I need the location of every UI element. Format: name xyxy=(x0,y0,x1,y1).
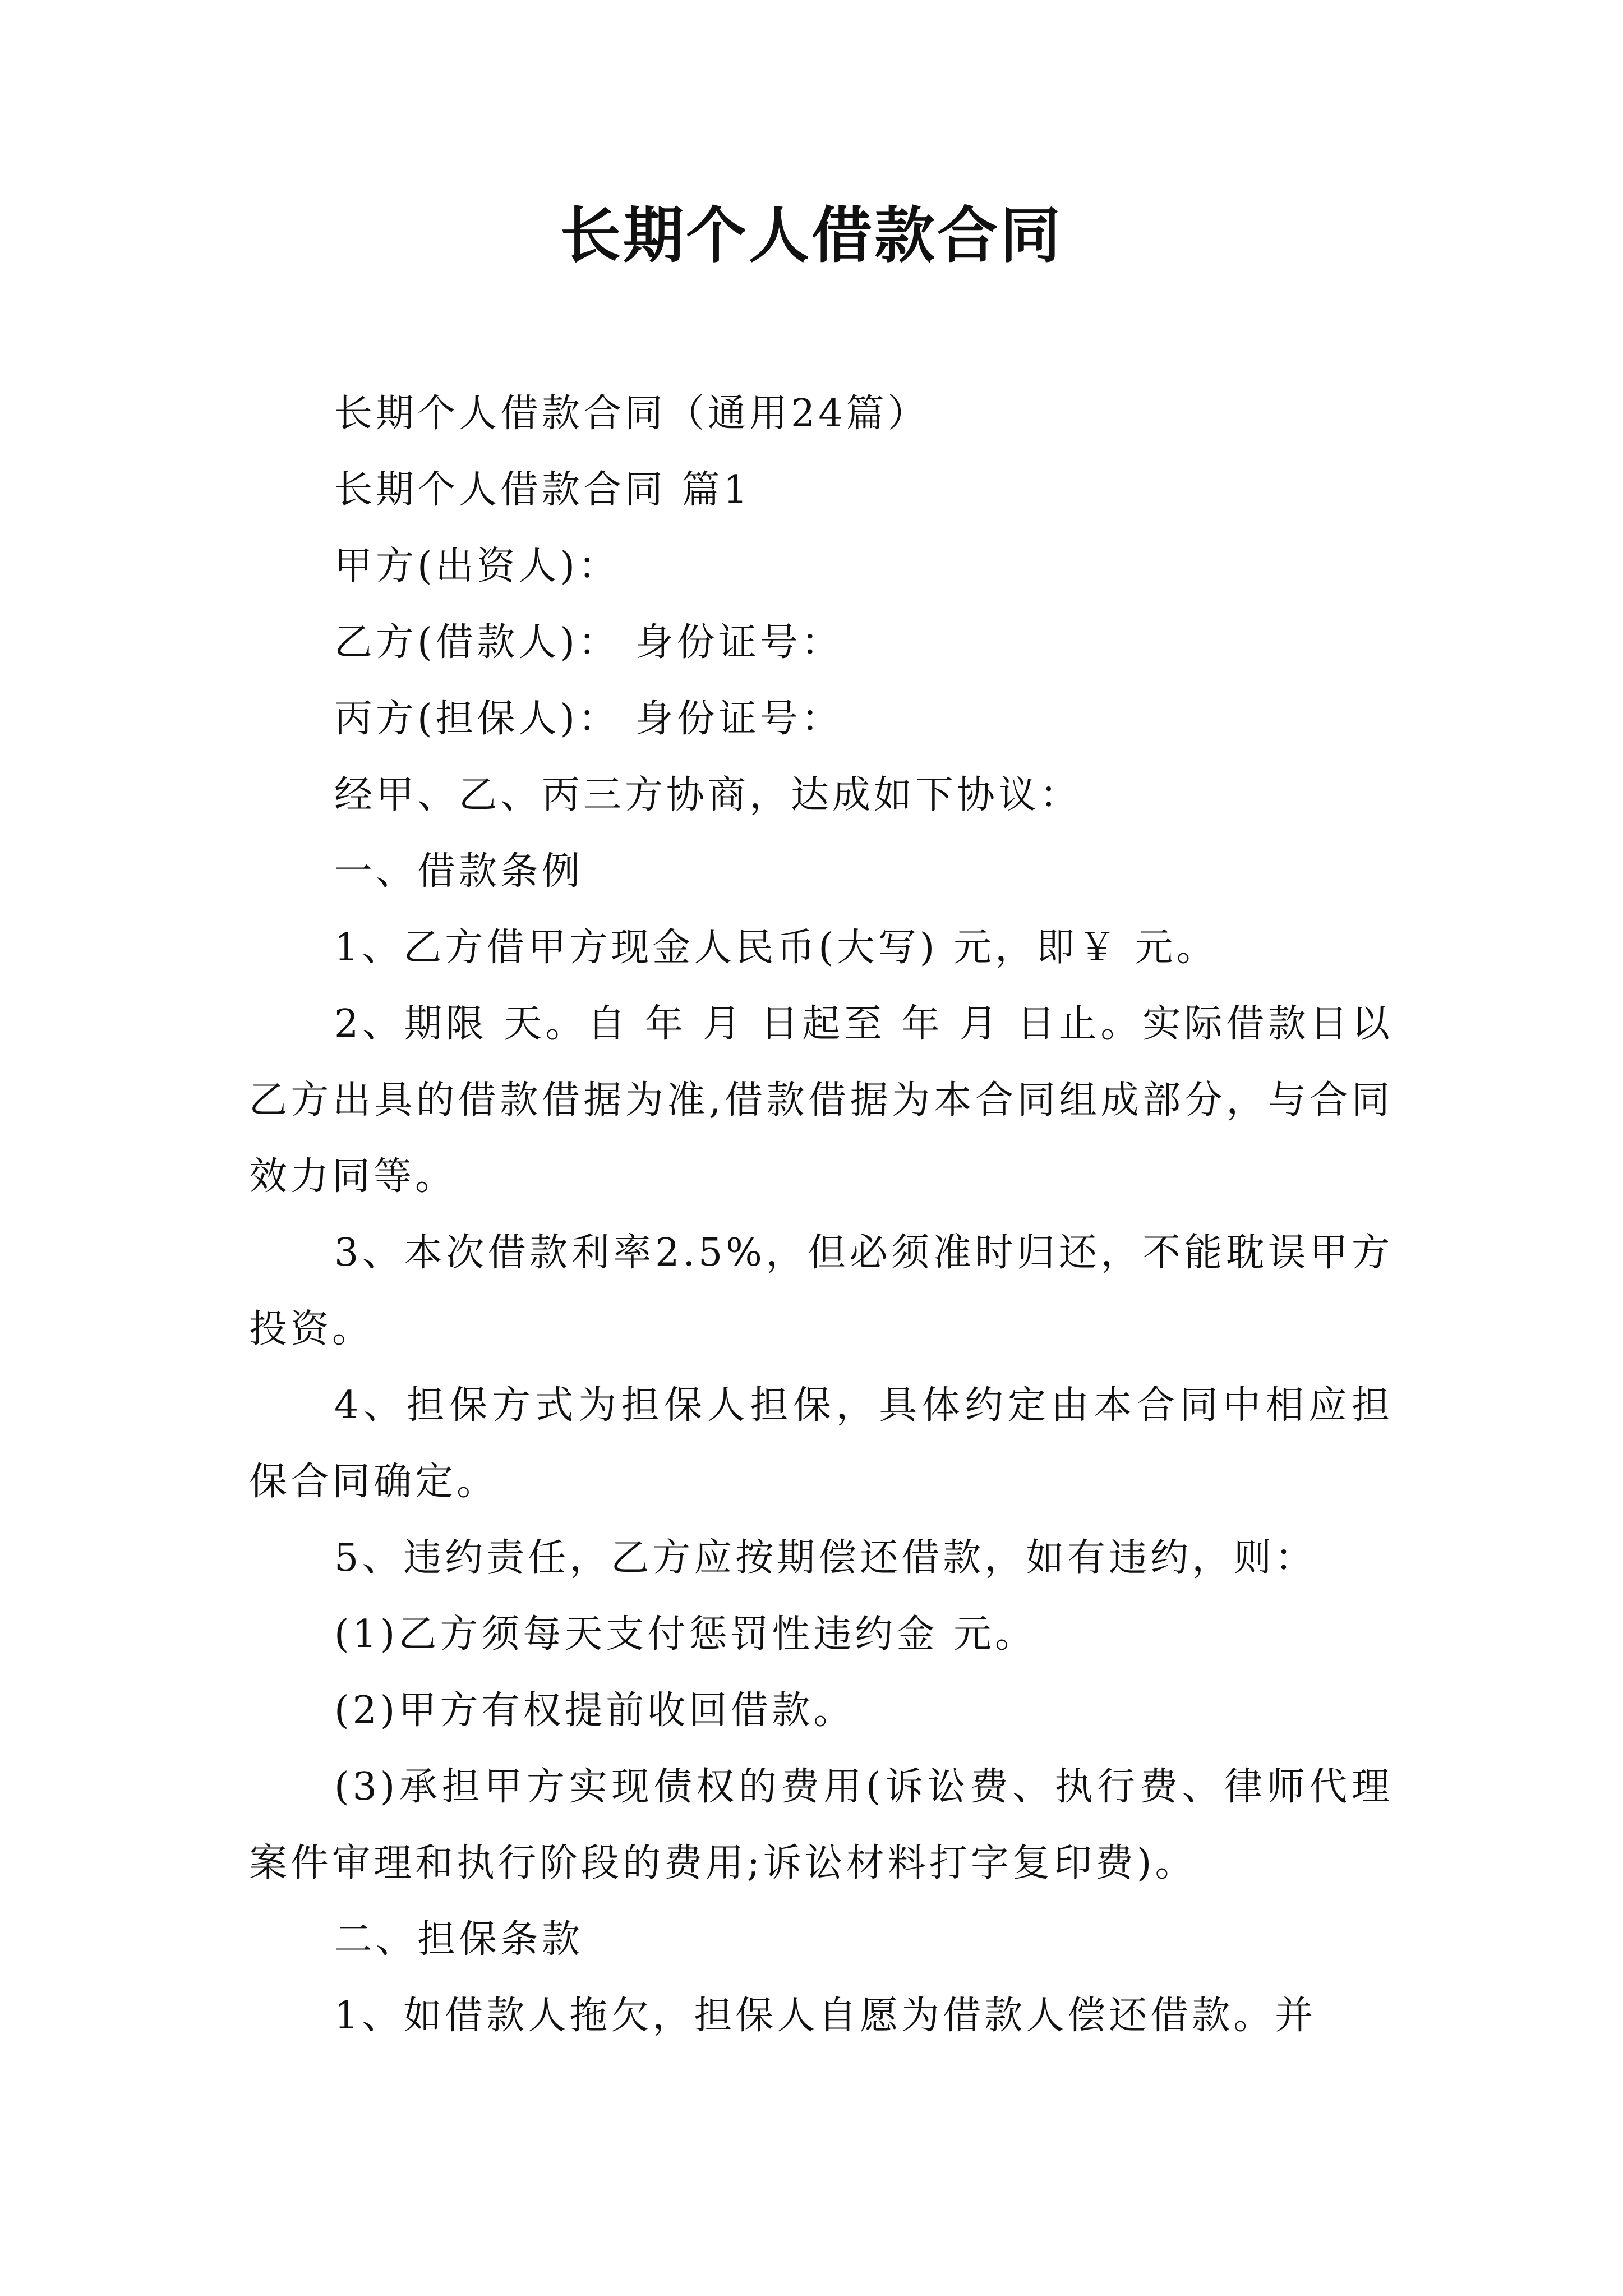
paragraph-loan-amount: 1、乙方借甲方现金人民币(大写) 元，即￥ 元。 xyxy=(334,926,1218,970)
paragraph-subtitle: 长期个人借款合同（通用24篇） xyxy=(334,392,929,436)
paragraph-section-heading: 长期个人借款合同 篇1 xyxy=(334,468,751,512)
paragraph-guarantor-obligation: 1、如借款人拖欠，担保人自愿为借款人偿还借款。并 xyxy=(334,1994,1317,2038)
paragraph-penalty: (1)乙方须每天支付惩罚性违约金 元。 xyxy=(334,1612,1036,1657)
document-title: 长期个人借款合同 xyxy=(560,200,1063,271)
paragraph-loan-period: 2、期限 天。自 年 月 日起至 年 月 日止。实际借款日以乙方出具的借款借据为准,借款借据为本合同组成部分，与合同效力同等。 xyxy=(249,1002,1393,1199)
paragraph-early-recall: (2)甲方有权提前收回借款。 xyxy=(334,1688,855,1733)
paragraph-party-c: 丙方(担保人)： 身份证号： xyxy=(334,697,843,741)
paragraph-agreement-intro: 经甲、乙、丙三方协商，达成如下协议： xyxy=(334,773,1082,817)
paragraph-loan-terms-heading: 一、借款条例 xyxy=(334,849,584,894)
paragraph-collection-costs: (3)承担甲方实现债权的费用(诉讼费、执行费、律师代理案件审理和执行阶段的费用;诉讼材料打字复印费)。 xyxy=(249,1765,1393,1885)
paragraph-interest-rate: 3、本次借款利率2.5%，但必须准时归还，不能耽误甲方投资。 xyxy=(249,1231,1393,1351)
paragraph-party-b: 乙方(借款人)： 身份证号： xyxy=(334,620,843,665)
paragraph-party-a: 甲方(出资人)： xyxy=(334,544,620,588)
paragraph-guarantee-method: 4、担保方式为担保人担保，具体约定由本合同中相应担保合同确定。 xyxy=(249,1383,1393,1504)
document-body xyxy=(249,376,1393,2054)
paragraph-default-liability: 5、违约责任，乙方应按期偿还借款，如有违约，则： xyxy=(334,1536,1317,1580)
paragraph-guarantee-heading: 二、担保条款 xyxy=(334,1917,584,1962)
